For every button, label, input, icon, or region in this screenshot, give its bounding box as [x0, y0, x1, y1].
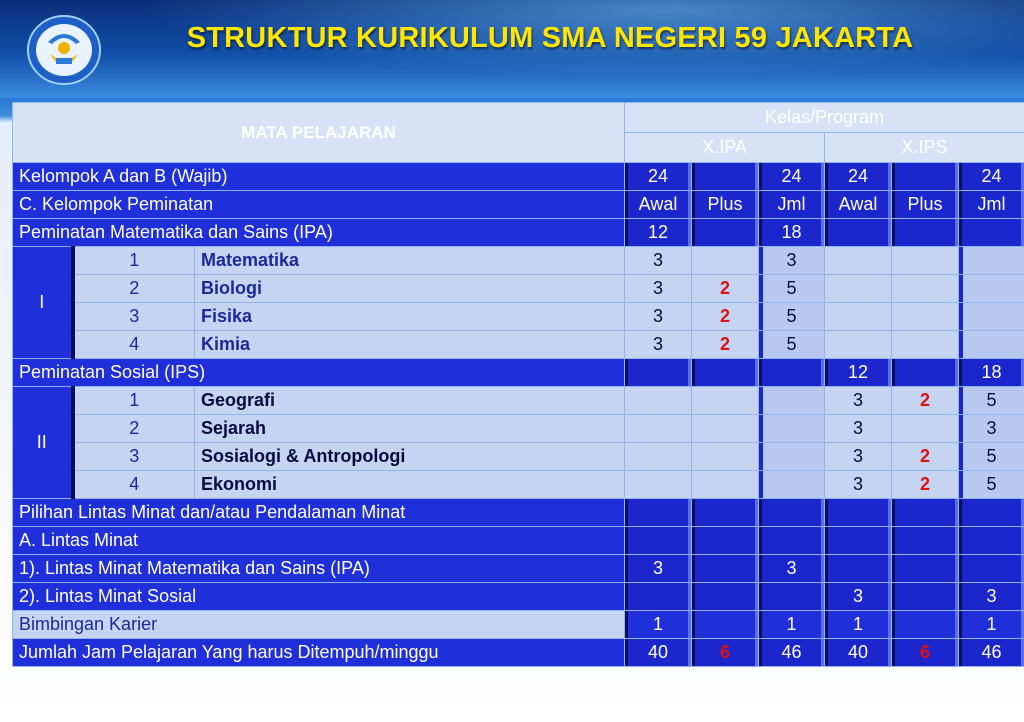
- cell: 3: [959, 415, 1024, 443]
- cell: [692, 359, 759, 387]
- cell: [959, 499, 1024, 527]
- header-xipa: X.IPA: [625, 133, 825, 163]
- cell: 3: [825, 415, 892, 443]
- cell: [959, 275, 1024, 303]
- cell: [692, 583, 759, 611]
- header-banner: [0, 0, 1024, 98]
- row-label: Jumlah Jam Pelajaran Yang harus Ditempuh/minggu: [13, 639, 625, 667]
- table-row: [13, 247, 1024, 275]
- cell: [625, 583, 692, 611]
- cell: [825, 303, 892, 331]
- row-number: 4: [73, 471, 195, 499]
- cell: [625, 359, 692, 387]
- cell: 12: [625, 219, 692, 247]
- tut-wuri-handayani-logo-icon: [26, 14, 102, 86]
- cell: 3: [759, 247, 825, 275]
- cell: [759, 443, 825, 471]
- cell: 3: [625, 555, 692, 583]
- cell: [892, 163, 959, 191]
- cell: [959, 247, 1024, 275]
- cell: Awal: [825, 191, 892, 219]
- cell: [892, 275, 959, 303]
- cell: 3: [625, 247, 692, 275]
- curriculum-table: [12, 102, 1024, 667]
- cell: [759, 415, 825, 443]
- cell: 3: [959, 583, 1024, 611]
- row-number: 3: [73, 443, 195, 471]
- table-row: [13, 331, 1024, 359]
- cell: 1: [759, 611, 825, 639]
- cell: Awal: [625, 191, 692, 219]
- cell: 18: [759, 219, 825, 247]
- cell: 3: [825, 443, 892, 471]
- cell: [892, 527, 959, 555]
- cell: 40: [625, 639, 692, 667]
- cell: [892, 247, 959, 275]
- row-peminatan-ips: [13, 359, 1024, 387]
- row-label: Pilihan Lintas Minat dan/atau Pendalaman Minat: [13, 499, 625, 527]
- cell: 5: [759, 303, 825, 331]
- header-xips: X.IPS: [825, 133, 1024, 163]
- table-row: [13, 443, 1024, 471]
- cell: 2: [892, 471, 959, 499]
- cell: [892, 303, 959, 331]
- row-number: 1: [73, 247, 195, 275]
- row-label: Kelompok A dan B (Wajib): [13, 163, 625, 191]
- cell: 3: [825, 471, 892, 499]
- cell: 2: [692, 303, 759, 331]
- subject-name: Ekonomi: [195, 471, 625, 499]
- cell: 3: [825, 583, 892, 611]
- row-pilihan-lintas: [13, 499, 1024, 527]
- cell: 3: [759, 555, 825, 583]
- cell: 3: [625, 275, 692, 303]
- subject-name: Fisika: [195, 303, 625, 331]
- row-label: Peminatan Sosial (IPS): [13, 359, 625, 387]
- cell: [692, 443, 759, 471]
- cell: [825, 247, 892, 275]
- cell: [625, 387, 692, 415]
- subject-name: Matematika: [195, 247, 625, 275]
- table-row: [13, 387, 1024, 415]
- row-number: 1: [73, 387, 195, 415]
- row-bimbingan-karier: [13, 611, 1024, 639]
- page-title: STRUKTUR KURIKULUM SMA NEGERI 59 JAKARTA: [186, 22, 914, 54]
- row-number: 3: [73, 303, 195, 331]
- row-label: Peminatan Matematika dan Sains (IPA): [13, 219, 625, 247]
- cell: [625, 527, 692, 555]
- cell: 1: [959, 611, 1024, 639]
- subject-name: Sejarah: [195, 415, 625, 443]
- cell: [959, 219, 1024, 247]
- row-peminatan: [13, 191, 1024, 219]
- cell: [759, 527, 825, 555]
- row-number: 2: [73, 415, 195, 443]
- cell: 6: [892, 639, 959, 667]
- cell: Jml: [759, 191, 825, 219]
- cell: [692, 247, 759, 275]
- cell: [625, 415, 692, 443]
- header-kelas-program: Kelas/Program: [625, 103, 1024, 133]
- cell: [759, 499, 825, 527]
- cell: 1: [825, 611, 892, 639]
- cell: 5: [759, 331, 825, 359]
- cell: [692, 499, 759, 527]
- cell: 2: [892, 387, 959, 415]
- row-label: 2). Lintas Minat Sosial: [13, 583, 625, 611]
- row-lintas-sosial: [13, 583, 1024, 611]
- cell: [825, 331, 892, 359]
- cell: [959, 303, 1024, 331]
- cell: 24: [759, 163, 825, 191]
- row-label: C. Kelompok Peminatan: [13, 191, 625, 219]
- group-label: I: [13, 247, 73, 359]
- table-row: [13, 275, 1024, 303]
- row-label: A. Lintas Minat: [13, 527, 625, 555]
- cell: 2: [692, 331, 759, 359]
- cell: [892, 219, 959, 247]
- cell: 24: [625, 163, 692, 191]
- cell: Jml: [959, 191, 1024, 219]
- cell: [892, 331, 959, 359]
- row-label: 1). Lintas Minat Matematika dan Sains (IPA): [13, 555, 625, 583]
- cell: 24: [959, 163, 1024, 191]
- cell: 2: [692, 275, 759, 303]
- table-row: [13, 303, 1024, 331]
- cell: Plus: [892, 191, 959, 219]
- subject-name: Sosialogi & Antropologi: [195, 443, 625, 471]
- cell: [692, 163, 759, 191]
- cell: 18: [959, 359, 1024, 387]
- cell: 5: [959, 443, 1024, 471]
- row-lintas-minat: [13, 527, 1024, 555]
- subject-name: Biologi: [195, 275, 625, 303]
- cell: [825, 275, 892, 303]
- cell: [959, 555, 1024, 583]
- row-lintas-ipa: [13, 555, 1024, 583]
- table-row: [13, 415, 1024, 443]
- group-label: II: [13, 387, 73, 499]
- cell: 6: [692, 639, 759, 667]
- cell: [892, 415, 959, 443]
- row-peminatan-ipa: [13, 219, 1024, 247]
- cell: 24: [825, 163, 892, 191]
- cell: [825, 527, 892, 555]
- cell: [759, 387, 825, 415]
- cell: [692, 387, 759, 415]
- table-row: [13, 471, 1024, 499]
- cell: 2: [892, 443, 959, 471]
- cell: [892, 359, 959, 387]
- cell: [625, 471, 692, 499]
- cell: [825, 499, 892, 527]
- cell: 3: [825, 387, 892, 415]
- cell: [692, 611, 759, 639]
- cell: [692, 219, 759, 247]
- cell: [692, 527, 759, 555]
- row-label: Bimbingan Karier: [13, 611, 625, 639]
- row-jumlah-jam: [13, 639, 1024, 667]
- cell: [959, 331, 1024, 359]
- cell: [759, 583, 825, 611]
- cell: 5: [759, 275, 825, 303]
- cell: Plus: [692, 191, 759, 219]
- cell: [892, 611, 959, 639]
- cell: [692, 555, 759, 583]
- cell: 5: [959, 387, 1024, 415]
- cell: 3: [625, 331, 692, 359]
- row-wajib: [13, 163, 1024, 191]
- subject-name: Geografi: [195, 387, 625, 415]
- cell: [959, 527, 1024, 555]
- subject-name: Kimia: [195, 331, 625, 359]
- header-mata-pelajaran: MATA PELAJARAN: [13, 103, 625, 163]
- cell: [892, 499, 959, 527]
- row-number: 2: [73, 275, 195, 303]
- cell: [692, 415, 759, 443]
- cell: [825, 555, 892, 583]
- row-number: 4: [73, 331, 195, 359]
- cell: 5: [959, 471, 1024, 499]
- cell: 46: [959, 639, 1024, 667]
- cell: [825, 219, 892, 247]
- cell: [625, 499, 692, 527]
- cell: [759, 471, 825, 499]
- cell: [892, 583, 959, 611]
- cell: 12: [825, 359, 892, 387]
- cell: [759, 359, 825, 387]
- cell: [625, 443, 692, 471]
- cell: 46: [759, 639, 825, 667]
- cell: 3: [625, 303, 692, 331]
- cell: [892, 555, 959, 583]
- cell: [692, 471, 759, 499]
- cell: 1: [625, 611, 692, 639]
- cell: 40: [825, 639, 892, 667]
